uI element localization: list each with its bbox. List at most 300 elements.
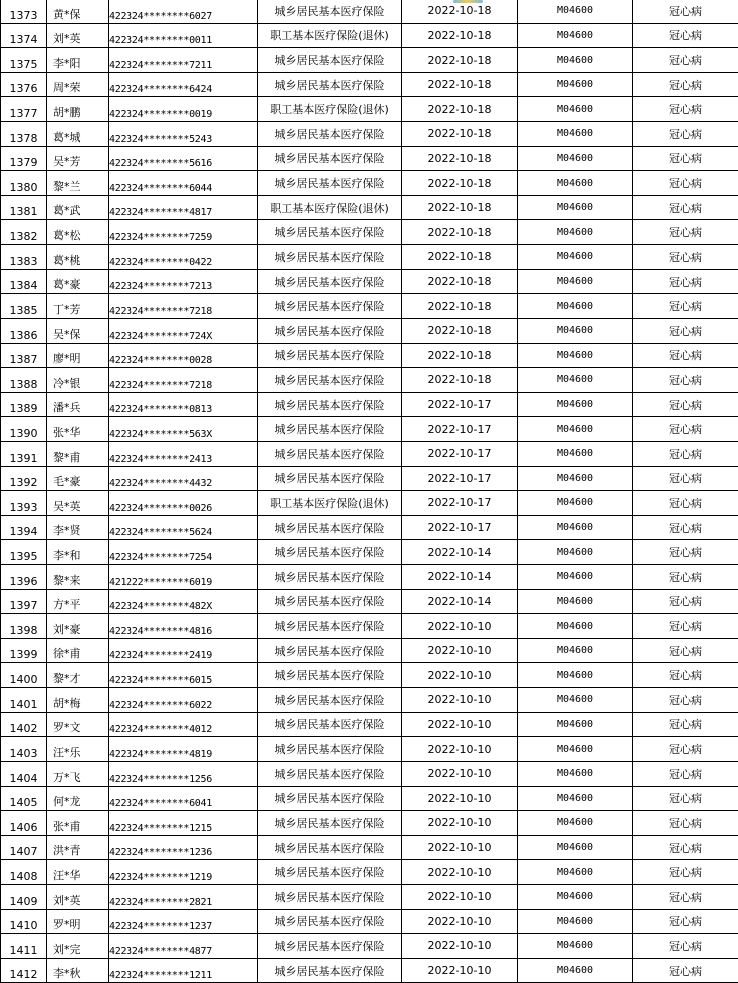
insurance-type-cell[interactable]: 城乡居民基本医疗保险 (258, 958, 402, 983)
date-cell[interactable]: 2022-10-18 (402, 318, 518, 343)
diagnosis-code-cell[interactable]: M04600 (518, 122, 633, 147)
id-number-cell[interactable]: 422324********0019 (109, 97, 258, 122)
table-row (1, 811, 738, 836)
diagnosis-code-cell[interactable]: M04600 (518, 146, 633, 171)
insurance-type-cell[interactable]: 城乡居民基本医疗保险 (258, 294, 402, 319)
row-number-cell[interactable]: 1412 (1, 958, 47, 983)
insurance-type-cell[interactable]: 城乡居民基本医疗保险 (258, 737, 402, 762)
table-body (1, 0, 738, 983)
name-cell[interactable]: 刘*完 (47, 934, 109, 959)
id-number-cell[interactable]: 421222********6019 (109, 565, 258, 590)
row-number-cell[interactable]: 1392 (1, 466, 47, 491)
table-row (1, 269, 738, 294)
row-number-cell[interactable]: 1393 (1, 491, 47, 516)
date-cell[interactable]: 2022-10-17 (402, 392, 518, 417)
id-number-cell[interactable]: 422324********5616 (109, 146, 258, 171)
disease-cell[interactable]: 冠心病 (633, 811, 738, 836)
insurance-type-cell[interactable]: 城乡居民基本医疗保险 (258, 122, 402, 147)
insurance-type-cell[interactable]: 城乡居民基本医疗保险 (258, 688, 402, 713)
date-cell[interactable]: 2022-10-10 (402, 712, 518, 737)
id-number-cell[interactable]: 422324********4432 (109, 466, 258, 491)
diagnosis-code-cell[interactable]: M04600 (518, 515, 633, 540)
table-row (1, 0, 738, 23)
row-number-cell[interactable]: 1408 (1, 860, 47, 885)
date-cell[interactable]: 2022-10-18 (402, 245, 518, 270)
id-number-cell[interactable]: 422324********6041 (109, 786, 258, 811)
date-cell[interactable]: 2022-10-18 (402, 343, 518, 368)
disease-cell[interactable]: 冠心病 (633, 294, 738, 319)
diagnosis-code-cell[interactable]: M04600 (518, 72, 633, 97)
name-cell[interactable]: 刘*豪 (47, 614, 109, 639)
row-number-cell[interactable]: 1389 (1, 392, 47, 417)
diagnosis-code-cell[interactable]: M04600 (518, 540, 633, 565)
disease-cell[interactable]: 冠心病 (633, 392, 738, 417)
disease-cell[interactable]: 冠心病 (633, 417, 738, 442)
id-number-cell[interactable]: 422324********0028 (109, 343, 258, 368)
id-number-cell[interactable]: 422324********0422 (109, 245, 258, 270)
id-number-cell[interactable]: 422324********0011 (109, 23, 258, 48)
insurance-type-cell[interactable]: 城乡居民基本医疗保险 (258, 417, 402, 442)
insurance-type-cell[interactable]: 城乡居民基本医疗保险 (258, 245, 402, 270)
diagnosis-code-cell[interactable]: M04600 (518, 761, 633, 786)
disease-cell[interactable]: 冠心病 (633, 860, 738, 885)
insurance-type-cell[interactable]: 城乡居民基本医疗保险 (258, 466, 402, 491)
id-number-cell[interactable]: 422324********6015 (109, 663, 258, 688)
row-number-cell[interactable]: 1397 (1, 589, 47, 614)
row-number-cell[interactable]: 1398 (1, 614, 47, 639)
table-row (1, 515, 738, 540)
id-number-cell[interactable]: 422324********1211 (109, 958, 258, 983)
row-number-cell[interactable]: 1388 (1, 368, 47, 393)
id-number-cell[interactable]: 422324********724X (109, 318, 258, 343)
row-number-cell[interactable]: 1375 (1, 48, 47, 73)
disease-cell[interactable]: 冠心病 (633, 589, 738, 614)
date-cell[interactable]: 2022-10-10 (402, 737, 518, 762)
insurance-type-cell[interactable]: 城乡居民基本医疗保险 (258, 909, 402, 934)
row-number-cell[interactable]: 1396 (1, 565, 47, 590)
id-number-cell[interactable]: 422324********1237 (109, 909, 258, 934)
name-cell[interactable]: 胡*梅 (47, 688, 109, 713)
date-cell[interactable]: 2022-10-10 (402, 958, 518, 983)
id-number-cell[interactable]: 422324********5624 (109, 515, 258, 540)
name-cell[interactable]: 葛*松 (47, 220, 109, 245)
insurance-type-cell[interactable]: 城乡居民基本医疗保险 (258, 663, 402, 688)
diagnosis-code-cell[interactable]: M04600 (518, 638, 633, 663)
insurance-type-cell[interactable]: 城乡居民基本医疗保险 (258, 589, 402, 614)
insurance-type-cell[interactable]: 职工基本医疗保险(退休) (258, 23, 402, 48)
disease-cell[interactable]: 冠心病 (633, 171, 738, 196)
table-row (1, 958, 738, 983)
insurance-type-cell[interactable]: 城乡居民基本医疗保险 (258, 835, 402, 860)
name-cell[interactable]: 潘*兵 (47, 392, 109, 417)
row-number-cell[interactable]: 1402 (1, 712, 47, 737)
row-number-cell[interactable]: 1373 (1, 0, 47, 23)
row-number-cell[interactable]: 1376 (1, 72, 47, 97)
insurance-type-cell[interactable]: 城乡居民基本医疗保险 (258, 269, 402, 294)
diagnosis-code-cell[interactable]: M04600 (518, 835, 633, 860)
insurance-type-cell[interactable]: 城乡居民基本医疗保险 (258, 368, 402, 393)
insurance-type-cell[interactable]: 城乡居民基本医疗保险 (258, 884, 402, 909)
table-row (1, 318, 738, 343)
name-cell[interactable]: 徐*甫 (47, 638, 109, 663)
date-cell[interactable]: 2022-10-10 (402, 884, 518, 909)
name-cell[interactable]: 何*龙 (47, 786, 109, 811)
row-number-cell[interactable]: 1377 (1, 97, 47, 122)
date-cell[interactable]: 2022-10-18 (402, 195, 518, 220)
id-number-cell[interactable]: 422324********1215 (109, 811, 258, 836)
table-row (1, 220, 738, 245)
row-number-cell[interactable]: 1395 (1, 540, 47, 565)
name-cell[interactable]: 周*荣 (47, 72, 109, 97)
row-number-cell[interactable]: 1378 (1, 122, 47, 147)
diagnosis-code-cell[interactable]: M04600 (518, 589, 633, 614)
diagnosis-code-cell[interactable]: M04600 (518, 663, 633, 688)
name-cell[interactable]: 张*甫 (47, 811, 109, 836)
row-number-cell[interactable]: 1409 (1, 884, 47, 909)
diagnosis-code-cell[interactable]: M04600 (518, 860, 633, 885)
name-cell[interactable]: 黄*保 (47, 0, 109, 23)
insurance-type-cell[interactable]: 城乡居民基本医疗保险 (258, 441, 402, 466)
name-cell[interactable]: 葛*桃 (47, 245, 109, 270)
name-cell[interactable]: 葛*城 (47, 122, 109, 147)
date-cell[interactable]: 2022-10-14 (402, 540, 518, 565)
diagnosis-code-cell[interactable]: M04600 (518, 269, 633, 294)
id-number-cell[interactable]: 422324********6022 (109, 688, 258, 713)
diagnosis-code-cell[interactable]: M04600 (518, 0, 633, 23)
id-number-cell[interactable]: 422324********563X (109, 417, 258, 442)
insurance-type-cell[interactable]: 城乡居民基本医疗保险 (258, 786, 402, 811)
diagnosis-code-cell[interactable]: M04600 (518, 934, 633, 959)
disease-cell[interactable]: 冠心病 (633, 565, 738, 590)
name-cell[interactable]: 李*阳 (47, 48, 109, 73)
name-cell[interactable]: 李*秋 (47, 958, 109, 983)
disease-cell[interactable]: 冠心病 (633, 737, 738, 762)
id-number-cell[interactable]: 422324********4819 (109, 737, 258, 762)
row-number-cell[interactable]: 1387 (1, 343, 47, 368)
name-cell[interactable]: 吴*英 (47, 491, 109, 516)
name-cell[interactable]: 冷*银 (47, 368, 109, 393)
name-cell[interactable]: 罗*明 (47, 909, 109, 934)
diagnosis-code-cell[interactable]: M04600 (518, 294, 633, 319)
row-number-cell[interactable]: 1386 (1, 318, 47, 343)
row-number-cell[interactable]: 1407 (1, 835, 47, 860)
table-row (1, 737, 738, 762)
row-number-cell[interactable]: 1404 (1, 761, 47, 786)
row-number-cell[interactable]: 1394 (1, 515, 47, 540)
row-number-cell[interactable]: 1382 (1, 220, 47, 245)
insurance-type-cell[interactable]: 城乡居民基本医疗保险 (258, 48, 402, 73)
date-cell[interactable]: 2022-10-10 (402, 909, 518, 934)
row-number-cell[interactable]: 1374 (1, 23, 47, 48)
date-cell[interactable]: 2022-10-18 (402, 122, 518, 147)
insurance-type-cell[interactable]: 城乡居民基本医疗保险 (258, 540, 402, 565)
diagnosis-code-cell[interactable]: M04600 (518, 48, 633, 73)
date-cell[interactable]: 2022-10-10 (402, 688, 518, 713)
id-number-cell[interactable]: 422324********4877 (109, 934, 258, 959)
row-number-cell[interactable]: 1406 (1, 811, 47, 836)
id-number-cell[interactable]: 422324********7259 (109, 220, 258, 245)
name-cell[interactable]: 丁*芳 (47, 294, 109, 319)
diagnosis-code-cell[interactable]: M04600 (518, 171, 633, 196)
date-cell[interactable]: 2022-10-18 (402, 23, 518, 48)
name-cell[interactable]: 万*飞 (47, 761, 109, 786)
row-number-cell[interactable]: 1380 (1, 171, 47, 196)
name-cell[interactable]: 汪*华 (47, 860, 109, 885)
id-number-cell[interactable]: 422324********4817 (109, 195, 258, 220)
disease-cell[interactable]: 冠心病 (633, 491, 738, 516)
id-number-cell[interactable]: 422324********4816 (109, 614, 258, 639)
diagnosis-code-cell[interactable]: M04600 (518, 712, 633, 737)
diagnosis-code-cell[interactable]: M04600 (518, 688, 633, 713)
date-cell[interactable]: 2022-10-17 (402, 491, 518, 516)
table-row (1, 688, 738, 713)
id-number-cell[interactable]: 422324********4012 (109, 712, 258, 737)
disease-cell[interactable]: 冠心病 (633, 97, 738, 122)
disease-cell[interactable]: 冠心病 (633, 515, 738, 540)
date-cell[interactable]: 2022-10-18 (402, 72, 518, 97)
row-number-cell[interactable]: 1391 (1, 441, 47, 466)
table-row (1, 23, 738, 48)
insurance-type-cell[interactable]: 城乡居民基本医疗保险 (258, 761, 402, 786)
disease-cell[interactable]: 冠心病 (633, 441, 738, 466)
disease-cell[interactable]: 冠心病 (633, 466, 738, 491)
diagnosis-code-cell[interactable]: M04600 (518, 884, 633, 909)
diagnosis-code-cell[interactable]: M04600 (518, 245, 633, 270)
disease-cell[interactable]: 冠心病 (633, 663, 738, 688)
diagnosis-code-cell[interactable]: M04600 (518, 811, 633, 836)
diagnosis-code-cell[interactable]: M04600 (518, 441, 633, 466)
disease-cell[interactable]: 冠心病 (633, 688, 738, 713)
date-cell[interactable]: 2022-10-18 (402, 269, 518, 294)
id-number-cell[interactable]: 422324********7218 (109, 294, 258, 319)
name-cell[interactable]: 刘*英 (47, 884, 109, 909)
date-cell[interactable]: 2022-10-10 (402, 786, 518, 811)
name-cell[interactable]: 黎*甫 (47, 441, 109, 466)
id-number-cell[interactable]: 422324********5243 (109, 122, 258, 147)
disease-cell[interactable]: 冠心病 (633, 343, 738, 368)
insurance-type-cell[interactable]: 城乡居民基本医疗保险 (258, 392, 402, 417)
date-cell[interactable]: 2022-10-18 (402, 171, 518, 196)
disease-cell[interactable]: 冠心病 (633, 122, 738, 147)
name-cell[interactable]: 汪*乐 (47, 737, 109, 762)
name-cell[interactable]: 黎*来 (47, 565, 109, 590)
id-number-cell[interactable]: 422324********1256 (109, 761, 258, 786)
name-cell[interactable]: 吴*芳 (47, 146, 109, 171)
date-cell[interactable]: 2022-10-18 (402, 294, 518, 319)
date-cell[interactable]: 2022-10-10 (402, 835, 518, 860)
name-cell[interactable]: 黎*才 (47, 663, 109, 688)
name-cell[interactable]: 李*和 (47, 540, 109, 565)
diagnosis-code-cell[interactable]: M04600 (518, 368, 633, 393)
disease-cell[interactable]: 冠心病 (633, 269, 738, 294)
disease-cell[interactable]: 冠心病 (633, 958, 738, 983)
id-number-cell[interactable]: 422324********2821 (109, 884, 258, 909)
date-cell[interactable]: 2022-10-18 (402, 48, 518, 73)
table-row (1, 565, 738, 590)
insurance-type-cell[interactable]: 城乡居民基本医疗保险 (258, 934, 402, 959)
date-cell[interactable]: 2022-10-10 (402, 860, 518, 885)
id-number-cell[interactable]: 422324********7254 (109, 540, 258, 565)
diagnosis-code-cell[interactable]: M04600 (518, 466, 633, 491)
date-cell[interactable]: 2022-10-18 (402, 368, 518, 393)
row-number-cell[interactable]: 1399 (1, 638, 47, 663)
name-cell[interactable]: 李*贤 (47, 515, 109, 540)
insurance-type-cell[interactable]: 职工基本医疗保险(退休) (258, 491, 402, 516)
insurance-type-cell[interactable]: 城乡居民基本医疗保险 (258, 811, 402, 836)
date-cell[interactable]: 2022-10-10 (402, 638, 518, 663)
disease-cell[interactable]: 冠心病 (633, 0, 738, 23)
row-number-cell[interactable]: 1385 (1, 294, 47, 319)
disease-cell[interactable]: 冠心病 (633, 220, 738, 245)
row-number-cell[interactable]: 1405 (1, 786, 47, 811)
date-cell[interactable]: 2022-10-17 (402, 417, 518, 442)
id-number-cell[interactable]: 422324********7218 (109, 368, 258, 393)
date-cell[interactable]: 2022-10-10 (402, 934, 518, 959)
name-cell[interactable]: 毛*豪 (47, 466, 109, 491)
name-cell[interactable]: 张*华 (47, 417, 109, 442)
date-cell[interactable]: 2022-10-10 (402, 761, 518, 786)
table-row (1, 860, 738, 885)
disease-cell[interactable]: 冠心病 (633, 786, 738, 811)
diagnosis-code-cell[interactable]: M04600 (518, 958, 633, 983)
date-cell[interactable]: 2022-10-10 (402, 614, 518, 639)
table-row (1, 122, 738, 147)
diagnosis-code-cell[interactable]: M04600 (518, 23, 633, 48)
disease-cell[interactable]: 冠心病 (633, 146, 738, 171)
name-cell[interactable]: 吴*保 (47, 318, 109, 343)
name-cell[interactable]: 罗*文 (47, 712, 109, 737)
id-number-cell[interactable]: 422324********482X (109, 589, 258, 614)
insurance-type-cell[interactable]: 城乡居民基本医疗保险 (258, 638, 402, 663)
insurance-type-cell[interactable]: 城乡居民基本医疗保险 (258, 318, 402, 343)
insurance-type-cell[interactable]: 城乡居民基本医疗保险 (258, 515, 402, 540)
id-number-cell[interactable]: 422324********2419 (109, 638, 258, 663)
disease-cell[interactable]: 冠心病 (633, 245, 738, 270)
disease-cell[interactable]: 冠心病 (633, 934, 738, 959)
diagnosis-code-cell[interactable]: M04600 (518, 195, 633, 220)
id-number-cell[interactable]: 422324********7211 (109, 48, 258, 73)
disease-cell[interactable]: 冠心病 (633, 638, 738, 663)
row-number-cell[interactable]: 1410 (1, 909, 47, 934)
diagnosis-code-cell[interactable]: M04600 (518, 417, 633, 442)
date-cell[interactable]: 2022-10-18 (402, 0, 518, 23)
table-row (1, 171, 738, 196)
table-row (1, 540, 738, 565)
disease-cell[interactable]: 冠心病 (633, 540, 738, 565)
id-number-cell[interactable]: 422324********0813 (109, 392, 258, 417)
insurance-type-cell[interactable]: 城乡居民基本医疗保险 (258, 860, 402, 885)
disease-cell[interactable]: 冠心病 (633, 368, 738, 393)
name-cell[interactable]: 黎*兰 (47, 171, 109, 196)
id-number-cell[interactable]: 422324********1236 (109, 835, 258, 860)
table-row (1, 835, 738, 860)
disease-cell[interactable]: 冠心病 (633, 23, 738, 48)
date-cell[interactable]: 2022-10-17 (402, 441, 518, 466)
diagnosis-code-cell[interactable]: M04600 (518, 786, 633, 811)
insurance-type-cell[interactable]: 城乡居民基本医疗保险 (258, 0, 402, 23)
name-cell[interactable]: 洪*青 (47, 835, 109, 860)
diagnosis-code-cell[interactable]: M04600 (518, 565, 633, 590)
insurance-type-cell[interactable]: 城乡居民基本医疗保险 (258, 712, 402, 737)
insurance-type-cell[interactable]: 城乡居民基本医疗保险 (258, 72, 402, 97)
row-number-cell[interactable]: 1403 (1, 737, 47, 762)
date-cell[interactable]: 2022-10-14 (402, 589, 518, 614)
row-number-cell[interactable]: 1383 (1, 245, 47, 270)
date-cell[interactable]: 2022-10-18 (402, 97, 518, 122)
id-number-cell[interactable]: 422324********2413 (109, 441, 258, 466)
id-number-cell[interactable]: 422324********0026 (109, 491, 258, 516)
insurance-type-cell[interactable]: 城乡居民基本医疗保险 (258, 220, 402, 245)
row-number-cell[interactable]: 1390 (1, 417, 47, 442)
disease-cell[interactable]: 冠心病 (633, 48, 738, 73)
insurance-type-cell[interactable]: 城乡居民基本医疗保险 (258, 614, 402, 639)
row-number-cell[interactable]: 1384 (1, 269, 47, 294)
id-number-cell[interactable]: 422324********7213 (109, 269, 258, 294)
table-row (1, 417, 738, 442)
name-cell[interactable]: 廖*明 (47, 343, 109, 368)
name-cell[interactable]: 胡*鹏 (47, 97, 109, 122)
table-row (1, 48, 738, 73)
disease-cell[interactable]: 冠心病 (633, 835, 738, 860)
diagnosis-code-cell[interactable]: M04600 (518, 343, 633, 368)
id-number-cell[interactable]: 422324********1219 (109, 860, 258, 885)
diagnosis-code-cell[interactable]: M04600 (518, 318, 633, 343)
disease-cell[interactable]: 冠心病 (633, 318, 738, 343)
row-number-cell[interactable]: 1411 (1, 934, 47, 959)
disease-cell[interactable]: 冠心病 (633, 614, 738, 639)
id-number-cell[interactable]: 422324********6424 (109, 72, 258, 97)
row-number-cell[interactable]: 1401 (1, 688, 47, 713)
insurance-type-cell[interactable]: 城乡居民基本医疗保险 (258, 343, 402, 368)
diagnosis-code-cell[interactable]: M04600 (518, 220, 633, 245)
diagnosis-code-cell[interactable]: M04600 (518, 737, 633, 762)
date-cell[interactable]: 2022-10-18 (402, 220, 518, 245)
date-cell[interactable]: 2022-10-10 (402, 663, 518, 688)
id-number-cell[interactable]: 422324********6027 (109, 0, 258, 23)
date-cell[interactable]: 2022-10-17 (402, 515, 518, 540)
id-number-cell[interactable]: 422324********6044 (109, 171, 258, 196)
insurance-type-cell[interactable]: 职工基本医疗保险(退休) (258, 195, 402, 220)
name-cell[interactable]: 刘*英 (47, 23, 109, 48)
diagnosis-code-cell[interactable]: M04600 (518, 392, 633, 417)
row-number-cell[interactable]: 1379 (1, 146, 47, 171)
date-cell[interactable]: 2022-10-17 (402, 466, 518, 491)
disease-cell[interactable]: 冠心病 (633, 195, 738, 220)
date-cell[interactable]: 2022-10-14 (402, 565, 518, 590)
row-number-cell[interactable]: 1381 (1, 195, 47, 220)
diagnosis-code-cell[interactable]: M04600 (518, 491, 633, 516)
disease-cell[interactable]: 冠心病 (633, 761, 738, 786)
diagnosis-code-cell[interactable]: M04600 (518, 909, 633, 934)
insurance-type-cell[interactable]: 城乡居民基本医疗保险 (258, 565, 402, 590)
date-cell[interactable]: 2022-10-18 (402, 146, 518, 171)
date-cell[interactable]: 2022-10-10 (402, 811, 518, 836)
disease-cell[interactable]: 冠心病 (633, 72, 738, 97)
row-number-cell[interactable]: 1400 (1, 663, 47, 688)
name-cell[interactable]: 方*平 (47, 589, 109, 614)
table-row (1, 491, 738, 516)
insurance-type-cell[interactable]: 城乡居民基本医疗保险 (258, 171, 402, 196)
name-cell[interactable]: 葛*武 (47, 195, 109, 220)
disease-cell[interactable]: 冠心病 (633, 909, 738, 934)
name-cell[interactable]: 葛*豪 (47, 269, 109, 294)
insurance-type-cell[interactable]: 城乡居民基本医疗保险 (258, 146, 402, 171)
diagnosis-code-cell[interactable]: M04600 (518, 614, 633, 639)
insurance-type-cell[interactable]: 职工基本医疗保险(退休) (258, 97, 402, 122)
diagnosis-code-cell[interactable]: M04600 (518, 97, 633, 122)
disease-cell[interactable]: 冠心病 (633, 884, 738, 909)
disease-cell[interactable]: 冠心病 (633, 712, 738, 737)
